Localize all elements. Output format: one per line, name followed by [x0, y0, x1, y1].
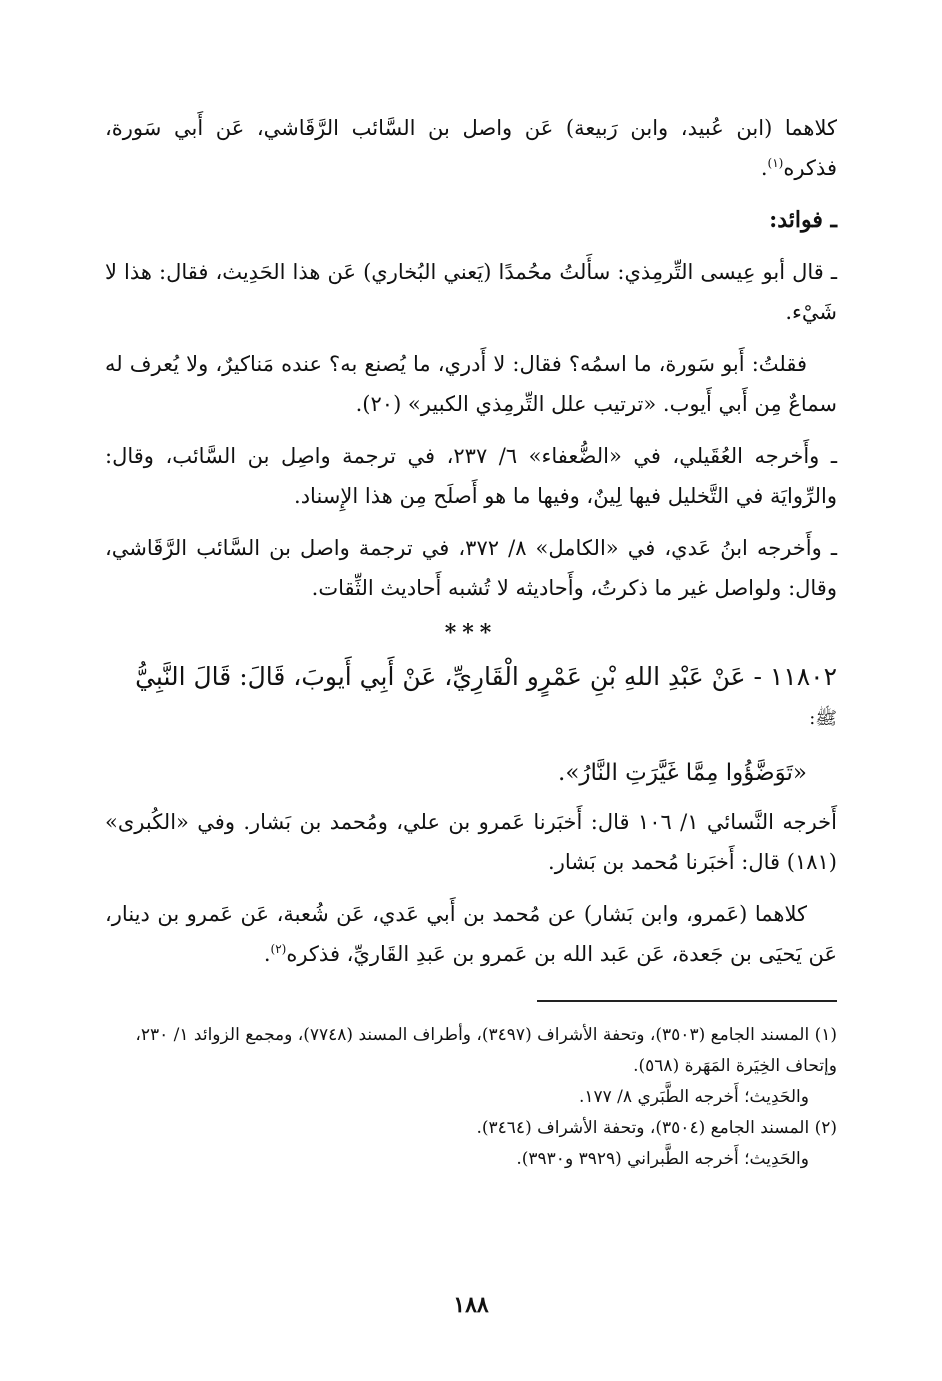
paragraph-chain-end [105, 108, 837, 188]
hadith-text: ١١٨٠٢ - عَنْ عَبْدِ اللهِ بْنِ عَمْرٍو الْقَارِيِّ، عَنْ أَبِي أَيوبَ، قَالَ: قَالَ النَّبِيُّ [135, 662, 837, 691]
footnote-2-hadith: والحَدِيث؛ أَخرجه الطَّبراني (٣٩٢٩ و٣٩٣٠). [516, 1149, 809, 1169]
fawaid-heading: ـ فوائد: [769, 207, 837, 233]
footnote-1-hadith: والحَدِيث؛ أَخرجه الطَّبَري ٨/ ١٧٧. [578, 1087, 809, 1107]
paragraph-takhrij-chain [105, 894, 837, 974]
paragraph-takhrij: أَخرجه النَّسائي ١/ ١٠٦ قال: أَخبَرنا عَمرو بن علي، ومُحمد بن بَشار. وفي «الكُبرى» (١٨١) قال: أَخبَرنا مُحمد بن بَشار. [105, 810, 837, 874]
footnote-ref-1[interactable]: (١) [767, 156, 784, 170]
footnote-divider [537, 1000, 837, 1002]
paragraph-text: كلاهما (عَمرو، وابن بَشار) عن مُحمد بن أَبي عَدي، عَن شُعبة، عَن عَمرو بن دينار، عَن يَحيَى بن جَعدة، عَن عَبد الله بن عَمرو بن عَبدِ القَاريِّ، فذكره [105, 902, 837, 966]
footnote-2: (٢) المسند الجامع (٣٥٠٤)، وتحفة الأشراف (٣٤٦٤). [476, 1118, 837, 1138]
hadith-matn: «تَوَضَّؤُوا مِمَّا غَيَّرَتِ النَّارُ». [558, 760, 807, 786]
paragraph-ibn-adi: ـ وأَخرجه ابنُ عَدي، في «الكامل» ٨/ ٣٧٢، في ترجمة واصل بن السَّائب الرَّقَاشي، وقال: ولواصل غير ما ذكرتُ، وأَحاديثه لا تُشبه أَحاديث الثِّقات. [105, 536, 837, 600]
paragraph-tirmidhi-cont: فقلتُ: أَبو سَورة، ما اسمُه؟ فقال: لا أَدري، ما يُصنع به؟ عنده مَناكيرٌ، ولا يُعرف له سماعٌ مِن أَبي أَيوب. «ترتيب علل التِّرمِذي الكبير» (٢٠). [105, 352, 837, 416]
paragraph-text: كلاهما (ابن عُبيد، وابن رَبيعة) عَن واصل بن السَّائب الرَّقَاشي، عَن أَبي سَورة، فذكره [105, 116, 837, 180]
honorific-symbol: ﷺ: [809, 708, 837, 729]
footnote-ref-2[interactable]: (٢) [270, 942, 287, 956]
hadith-isnad [105, 654, 837, 742]
page-number: ١٨٨ [453, 1292, 489, 1318]
paragraph-punct: . [760, 156, 768, 180]
footnote-1: (١) المسند الجامع (٣٥٠٣)، وتحفة الأشراف (٣٤٩٧)، وأطراف المسند (٧٧٤٨)، ومجمع الزوائد ١/ ٢٣٠، وإتحاف الخِيَرة المَهَرة (٥٦٨). [135, 1025, 837, 1076]
paragraph-punct: . [263, 942, 271, 966]
paragraph-uqayli: ـ وأَخرجه العُقَيلي، في «الضُّعفاء» ٦/ ٢٣٧، في ترجمة واصِل بن السَّائب، وقال: والرِّوايَة في التَّخليل فيها لِينٌ، وفيها ما هو أَصلَح مِن هذا الإِسناد. [105, 444, 837, 508]
section-separator: *** [444, 620, 498, 646]
paragraph-tirmidhi: ـ قال أبو عِيسى التِّرمِذي: سأَلتُ محُمدًا (يَعني البُخاري) عَن هذا الحَدِيث، فقال: هذا لا شَيْء. [105, 260, 837, 324]
